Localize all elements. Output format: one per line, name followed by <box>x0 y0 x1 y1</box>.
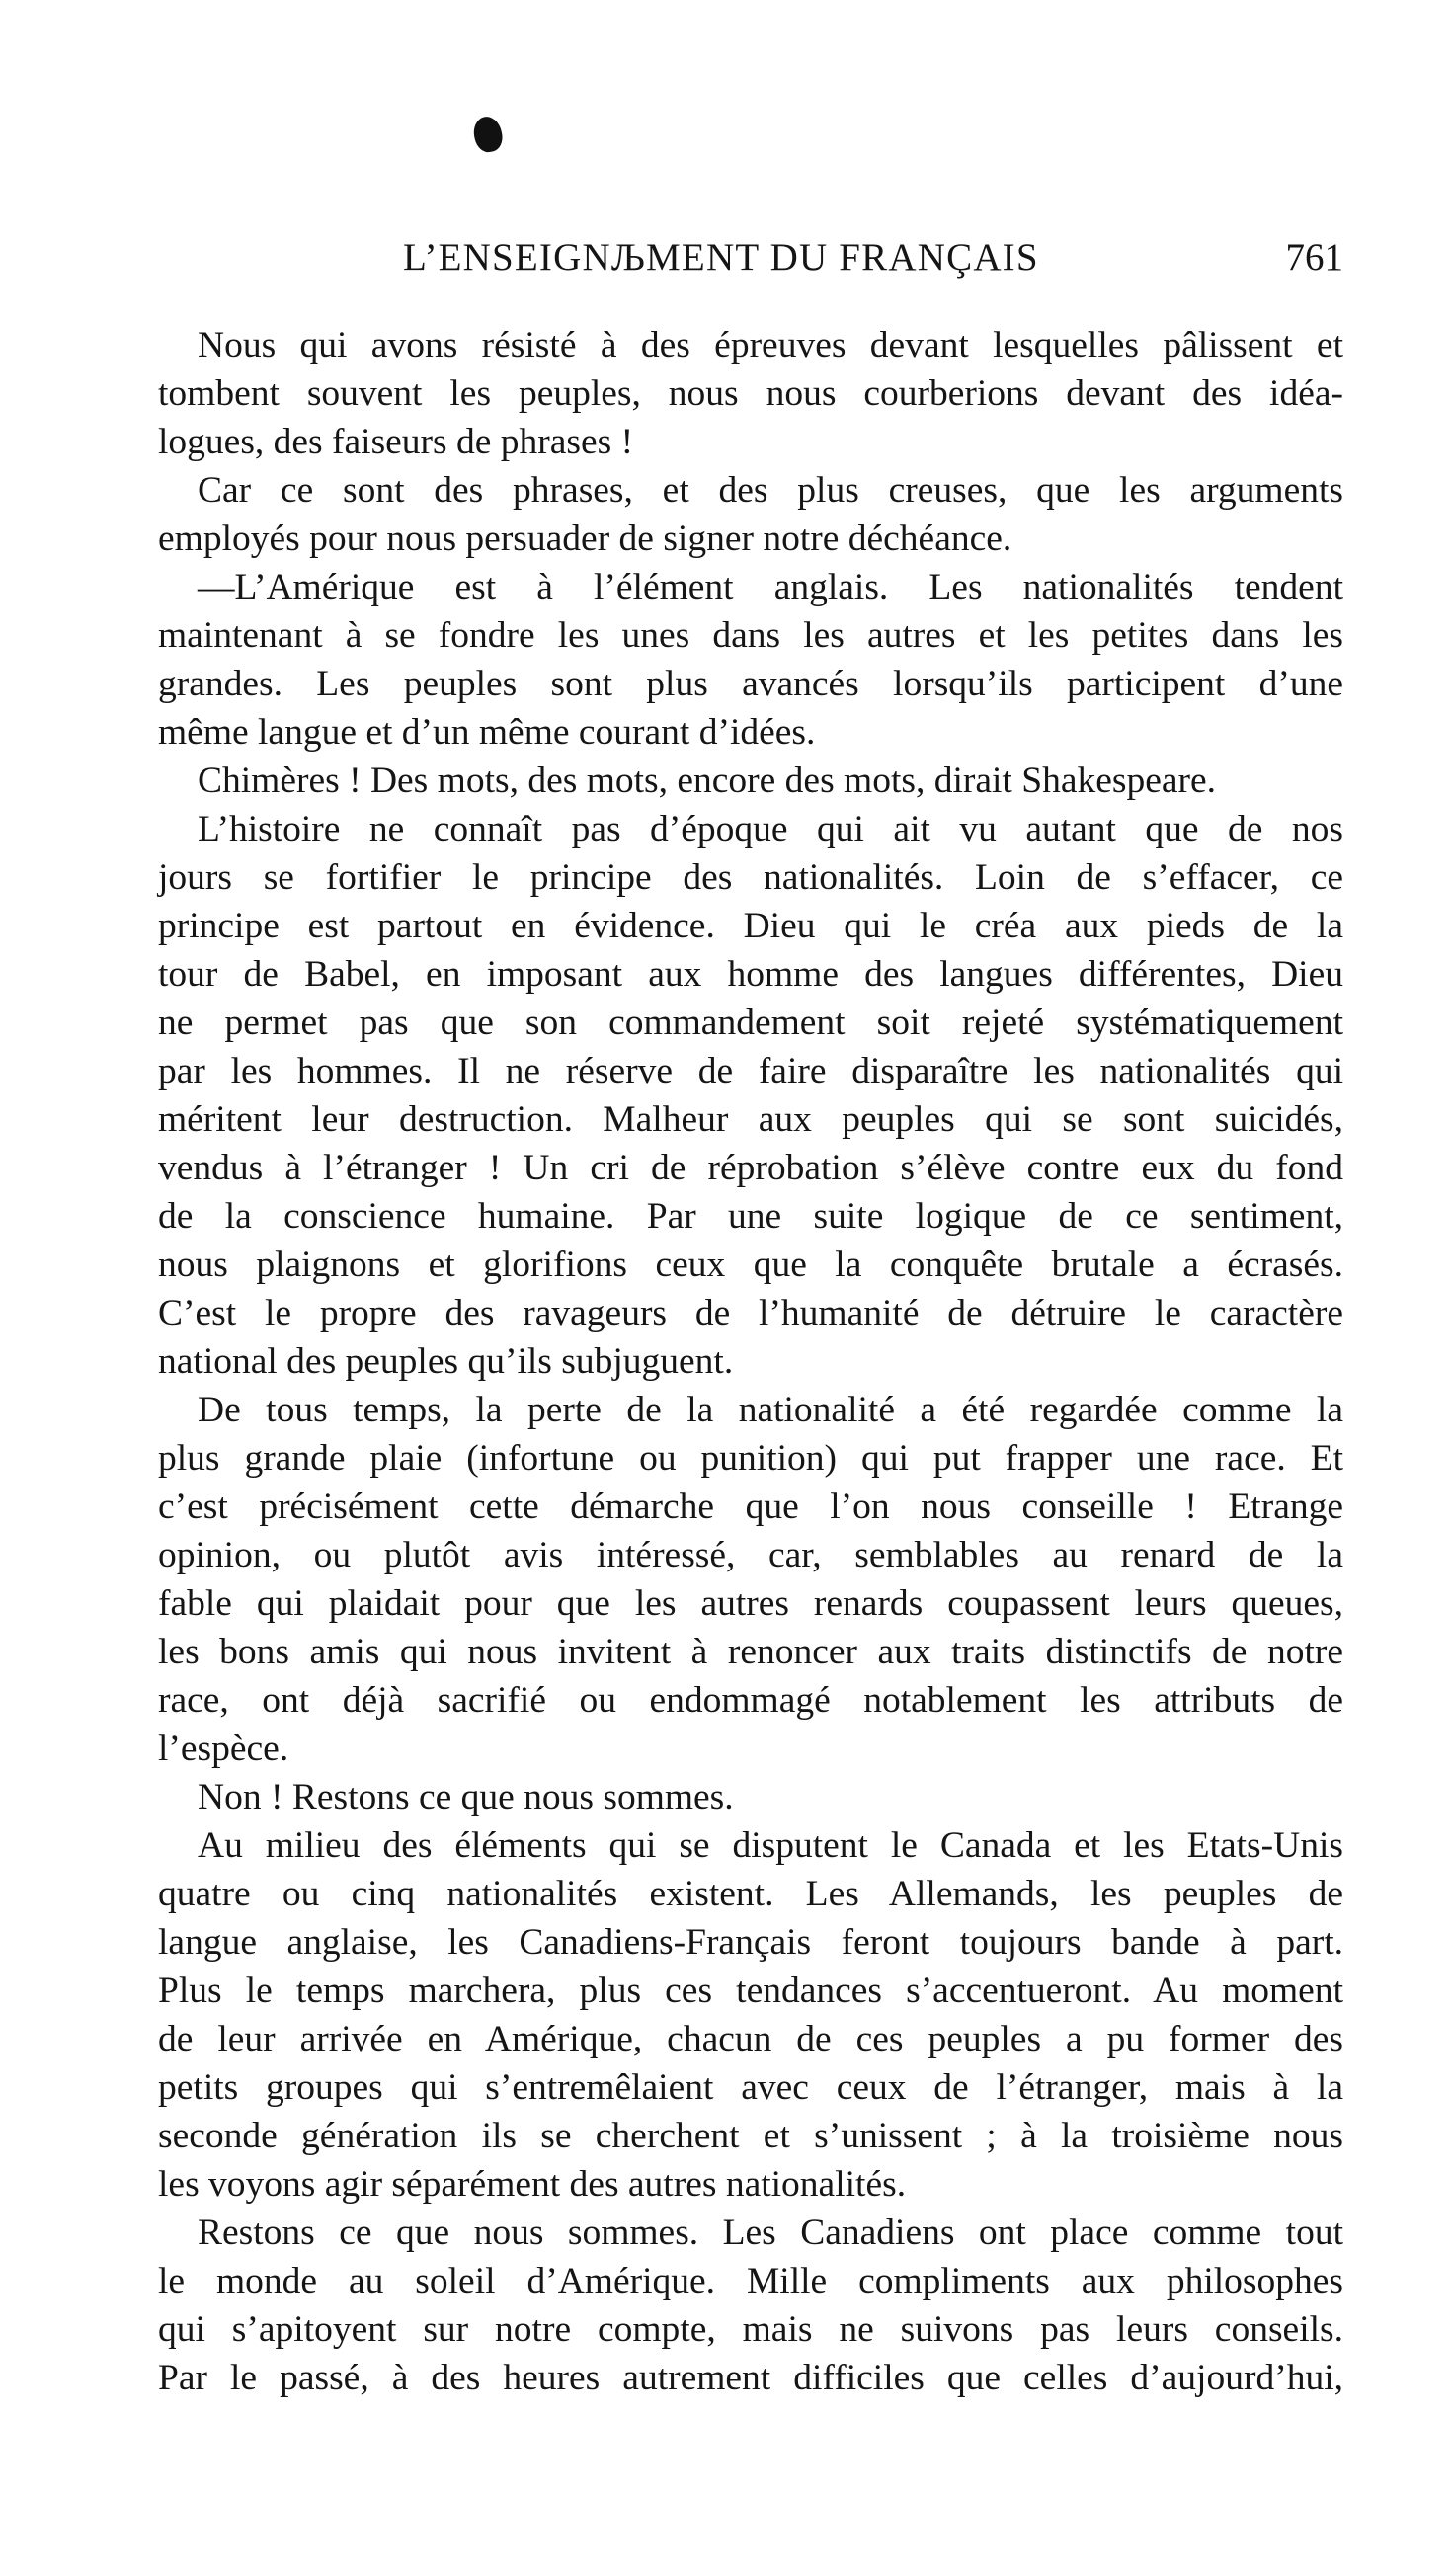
text-line: fable qui plaidait pour que les autres renards coupassent leurs queues, <box>158 1583 1343 1624</box>
text-line: Non ! Restons ce que nous sommes. <box>198 1777 734 1817</box>
text-line: méritent leur destruction. Malheur aux peuples qui se sont suicidés, <box>158 1099 1343 1140</box>
text-line: Plus le temps marchera, plus ces tendances s’accentueront. Au moment <box>158 1971 1343 2011</box>
text-line: l’espèce. <box>158 1729 289 1769</box>
text-line: L’histoire ne connaît pas d’époque qui ait vu autant que de nos <box>198 809 1343 849</box>
running-title: L’ENSEIGNЉMENT DU FRANÇAIS <box>403 236 1039 279</box>
text-line: tour de Babel, en imposant aux homme des langues différentes, Dieu <box>158 954 1343 995</box>
text-line: les voyons agir séparément des autres nationalités. <box>158 2164 907 2205</box>
text-line: grandes. Les peuples sont plus avancés lorsqu’ils participent d’une <box>158 664 1343 704</box>
running-header <box>158 235 1343 284</box>
body-text <box>158 321 1343 2402</box>
text-line: —L’Amérique est à l’élément anglais. Les nationalités tendent <box>198 567 1343 607</box>
text-line: logues, des faiseurs de phrases ! <box>158 422 634 462</box>
text-line: tombent souvent les peuples, nous nous courberions devant des idéa- <box>158 373 1343 414</box>
text-line: maintenant à se fondre les unes dans les autres et les petites dans les <box>158 615 1343 656</box>
text-line: seconde génération ils se cherchent et s’unissent ; à la troisième nous <box>158 2116 1343 2156</box>
text-line: De tous temps, la perte de la nationalité a été regardée comme la <box>198 1390 1343 1430</box>
text-line: de la conscience humaine. Par une suite logique de ce sentiment, <box>158 1196 1343 1237</box>
text-line: C’est le propre des ravageurs de l’humanité de détruire le caractère <box>158 1293 1343 1333</box>
text-line: employés pour nous persuader de signer notre déchéance. <box>158 519 1012 559</box>
text-line: même langue et d’un même courant d’idées. <box>158 712 816 753</box>
text-line: Restons ce que nous sommes. Les Canadiens ont place comme tout <box>198 2213 1343 2253</box>
text-line: race, ont déjà sacrifié ou endommagé notablement les attributs de <box>158 1680 1343 1721</box>
text-line: les bons amis qui nous invitent à renoncer aux traits distinctifs de notre <box>158 1632 1343 1672</box>
ink-blot <box>471 114 506 154</box>
page-number: 761 <box>1285 236 1343 279</box>
text-line: ne permet pas que son commandement soit rejeté systématiquement <box>158 1003 1343 1043</box>
text-line: nous plaignons et glorifions ceux que la conquête brutale a écrasés. <box>158 1245 1343 1285</box>
text-line: Chimères ! Des mots, des mots, encore des mots, dirait Shakespeare. <box>198 761 1217 801</box>
text-line: Au milieu des éléments qui se disputent le Canada et les Etats-Unis <box>198 1825 1343 1866</box>
text-line: plus grande plaie (infortune ou punition) qui put frapper une race. Et <box>158 1438 1343 1479</box>
text-line: langue anglaise, les Canadiens-Français feront toujours bande à part. <box>158 1922 1343 1963</box>
text-line: de leur arrivée en Amérique, chacun de ces peuples a pu former des <box>158 2019 1343 2059</box>
text-line: le monde au soleil d’Amérique. Mille compliments aux philosophes <box>158 2261 1343 2301</box>
text-line: petits groupes qui s’entremêlaient avec ceux de l’étranger, mais à la <box>158 2067 1343 2108</box>
text-line: qui s’apitoyent sur notre compte, mais ne suivons pas leurs conseils. <box>158 2309 1343 2350</box>
text-line: c’est précisément cette démarche que l’on nous conseille ! Etrange <box>158 1487 1343 1527</box>
text-line: par les hommes. Il ne réserve de faire disparaître les nationalités qui <box>158 1051 1343 1091</box>
text-line: principe est partout en évidence. Dieu qui le créa aux pieds de la <box>158 906 1343 946</box>
text-line: opinion, ou plutôt avis intéressé, car, semblables au renard de la <box>158 1535 1343 1575</box>
text-line: vendus à l’étranger ! Un cri de réprobation s’élève contre eux du fond <box>158 1148 1343 1188</box>
text-line: national des peuples qu’ils subjuguent. <box>158 1341 734 1382</box>
text-line: Par le passé, à des heures autrement difficiles que celles d’aujourd’hui, <box>158 2358 1343 2398</box>
text-line: jours se fortifier le principe des nationalités. Loin de s’effacer, ce <box>158 857 1343 898</box>
text-line: Car ce sont des phrases, et des plus creuses, que les arguments <box>198 470 1343 511</box>
text-line: Nous qui avons résisté à des épreuves devant lesquelles pâlissent et <box>198 325 1343 365</box>
text-line: quatre ou cinq nationalités existent. Les Allemands, les peuples de <box>158 1874 1343 1914</box>
